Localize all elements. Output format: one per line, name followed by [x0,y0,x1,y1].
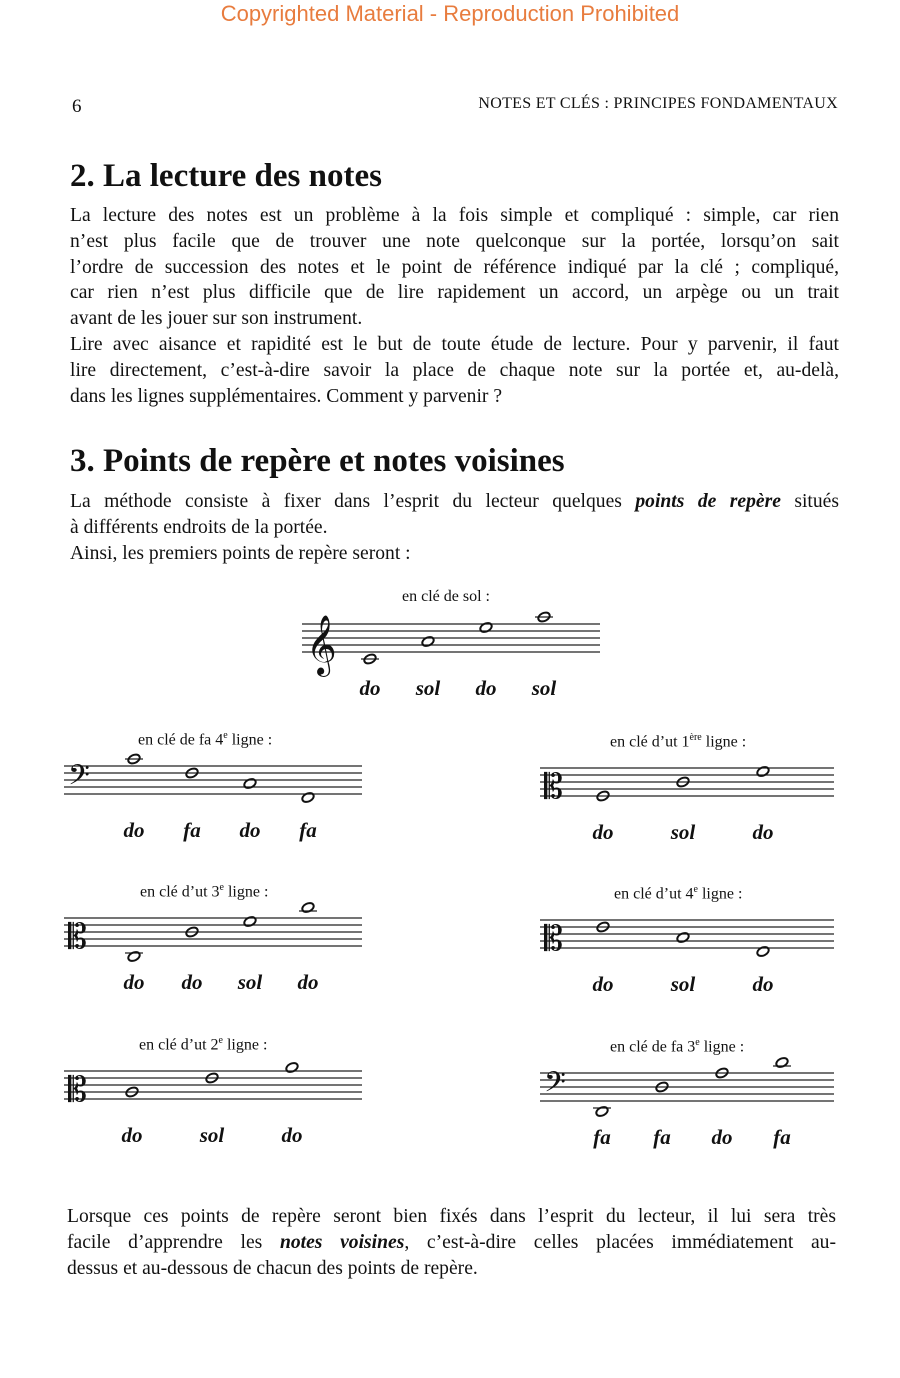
note-name: fa [653,1125,671,1149]
staff-ut-1st-line [538,730,848,860]
note-name: sol [531,676,557,700]
whole-note [756,945,770,957]
note-head [775,1056,789,1068]
note-name: do [752,820,774,844]
whole-note [243,915,257,927]
caption-sup: e [695,1037,700,1048]
note-name: do [123,970,145,994]
whole-note [421,635,435,647]
section-3-closing [67,1204,836,1281]
alto-clef-icon: 𝄡 [544,767,563,807]
music-staff [300,610,605,680]
bass-clef-icon: 𝄢 [544,1066,566,1106]
whole-note [285,1061,299,1073]
caption-text: en clé d’ut 1 [610,733,690,751]
text-line [70,489,839,515]
note-head [285,1061,299,1073]
caption-sup: e [219,882,224,893]
music-staff [62,904,367,974]
note-head [127,950,141,962]
text-line: à différents endroits de la portée. [70,516,328,538]
whole-note [676,931,690,943]
note-head [479,621,493,633]
text-line: dans les lignes supplémentaires. Comment y parvenir ? [70,385,503,407]
note-name: fa [183,818,201,842]
whole-note [243,777,257,789]
note-name: do [123,818,145,842]
text-line: Lire avec aisance et rapidité est le but de toute étude de lecture. Pour y parvenir, il faut [70,334,839,355]
caption-text: ligne : [227,731,273,749]
note-name: do [239,818,261,842]
text-fragment: , c’est-à-dire celles placées immédiatement au- [404,1231,836,1253]
text-line: l’ordre de succession des notes et le point de référence indiqué par la clé ; compliqué, [70,256,839,278]
note-head [595,1105,609,1117]
text-fragment: La méthode consiste à fixer dans l’esprit du lecteur quelques [70,491,622,512]
whole-note [301,791,315,803]
music-staff [62,1057,367,1127]
text-line [67,1230,836,1256]
text-line: dessus et au-dessous de chacun des points de repère. [67,1257,478,1279]
whole-note [756,765,770,777]
caption-sup: e [218,1035,223,1046]
section-3-intro [70,489,839,566]
section-2-paragraph-2 [70,332,839,409]
caption-text: en clé d’ut 3 [140,883,220,901]
whole-note [301,901,315,913]
note-name: sol [237,970,263,994]
note-head [243,777,257,789]
caption-text: en clé d’ut 4 [614,885,694,903]
note-name: fa [299,818,317,842]
note-name: do [181,970,203,994]
note-head [301,901,315,913]
caption-sup: ère [689,732,702,743]
music-staff [538,1059,838,1129]
running-header: NOTES ET CLÉS : PRINCIPES FONDAMENTAUX [478,95,838,112]
bass-clef-icon: 𝄢 [68,759,90,799]
caption-sup: e [693,884,698,895]
section-3-title: 3. Points de repère et notes voisines [70,443,565,479]
note-name: fa [773,1125,791,1149]
text-line: avant de les jouer sur son instrument. [70,308,363,330]
text-line: car rien n’est plus difficile que de lire rapidement un accord, un arpège ou un trait [70,282,839,304]
staff-ut-4th-line [538,882,848,1012]
music-staff [538,906,838,976]
staff-bass-4th-line [62,730,372,860]
text-line: n’est plus facile que de trouver une note quelconque sur la portée, lorsqu’on sait [70,230,839,252]
note-head [756,765,770,777]
staff-caption: en clé de sol : [402,588,490,605]
caption-text: ligne : [222,1036,268,1054]
note-head [301,791,315,803]
note-head [756,945,770,957]
caption-text: ligne : [697,885,743,903]
note-name: do [475,676,497,700]
staff-caption [610,1037,744,1056]
music-staff [62,752,367,822]
caption-text: en clé de fa 3 [610,1038,696,1056]
staff-ut-3rd-line [62,882,372,1012]
section-2-title: 2. La lecture des notes [70,158,382,194]
note-name: sol [415,676,441,700]
alto-clef-icon: 𝄡 [544,919,563,959]
alto-clef-icon: 𝄡 [68,1070,87,1110]
caption-text: en clé d’ut 2 [139,1036,219,1054]
whole-note [595,1105,609,1117]
emphasis-points-de-repere: points de repère [635,491,781,512]
section-2-paragraph-1 [70,203,839,332]
staff-caption [139,1035,267,1054]
caption-text: ligne : [699,1038,745,1056]
whole-note [127,950,141,962]
note-name: do [297,970,319,994]
alto-clef-icon: 𝄡 [68,917,87,957]
note-name: do [121,1123,143,1147]
staff-caption [610,732,746,751]
text-line: Ainsi, les premiers points de repère seront : [70,542,411,564]
whole-note [479,621,493,633]
caption-sup: e [223,730,228,741]
caption-text: ligne : [701,733,747,751]
staff-caption [140,882,268,901]
text-line: Lorsque ces points de repère seront bien fixés dans l’esprit du lecteur, il lui sera très [67,1206,836,1227]
caption-text: ligne : [223,883,269,901]
staff-caption [138,730,272,749]
staff-bass-3rd-line [538,1035,848,1165]
note-head [421,635,435,647]
emphasis-notes-voisines: notes voisines [279,1231,405,1253]
note-name: do [752,972,774,996]
staff-caption [614,884,742,903]
note-name: fa [593,1125,611,1149]
music-staff [538,754,838,824]
staff-treble-clef [300,588,610,708]
text-fragment: facile d’apprendre les [67,1231,263,1253]
whole-note [775,1056,789,1068]
text-line: La lecture des notes est un problème à la fois simple et compliqué : simple, car rien [70,205,839,226]
note-head [676,931,690,943]
text-fragment: situés [794,491,839,512]
note-name: do [281,1123,303,1147]
copyright-watermark: Copyrighted Material - Reproduction Prohibited [220,1,680,26]
text-line: lire directement, c’est-à-dire savoir la place de chaque note sur la portée et, au-delà, [70,359,839,381]
note-name: sol [670,820,696,844]
note-name: do [711,1125,733,1149]
note-name: sol [670,972,696,996]
treble-clef-icon: 𝄞 [306,615,337,675]
note-name: do [359,676,381,700]
page-number: 6 [72,96,82,117]
note-head [243,915,257,927]
note-name: do [592,820,614,844]
note-name: sol [199,1123,225,1147]
note-name: do [592,972,614,996]
staff-ut-2nd-line [62,1035,372,1165]
caption-text: en clé de fa 4 [138,731,224,749]
